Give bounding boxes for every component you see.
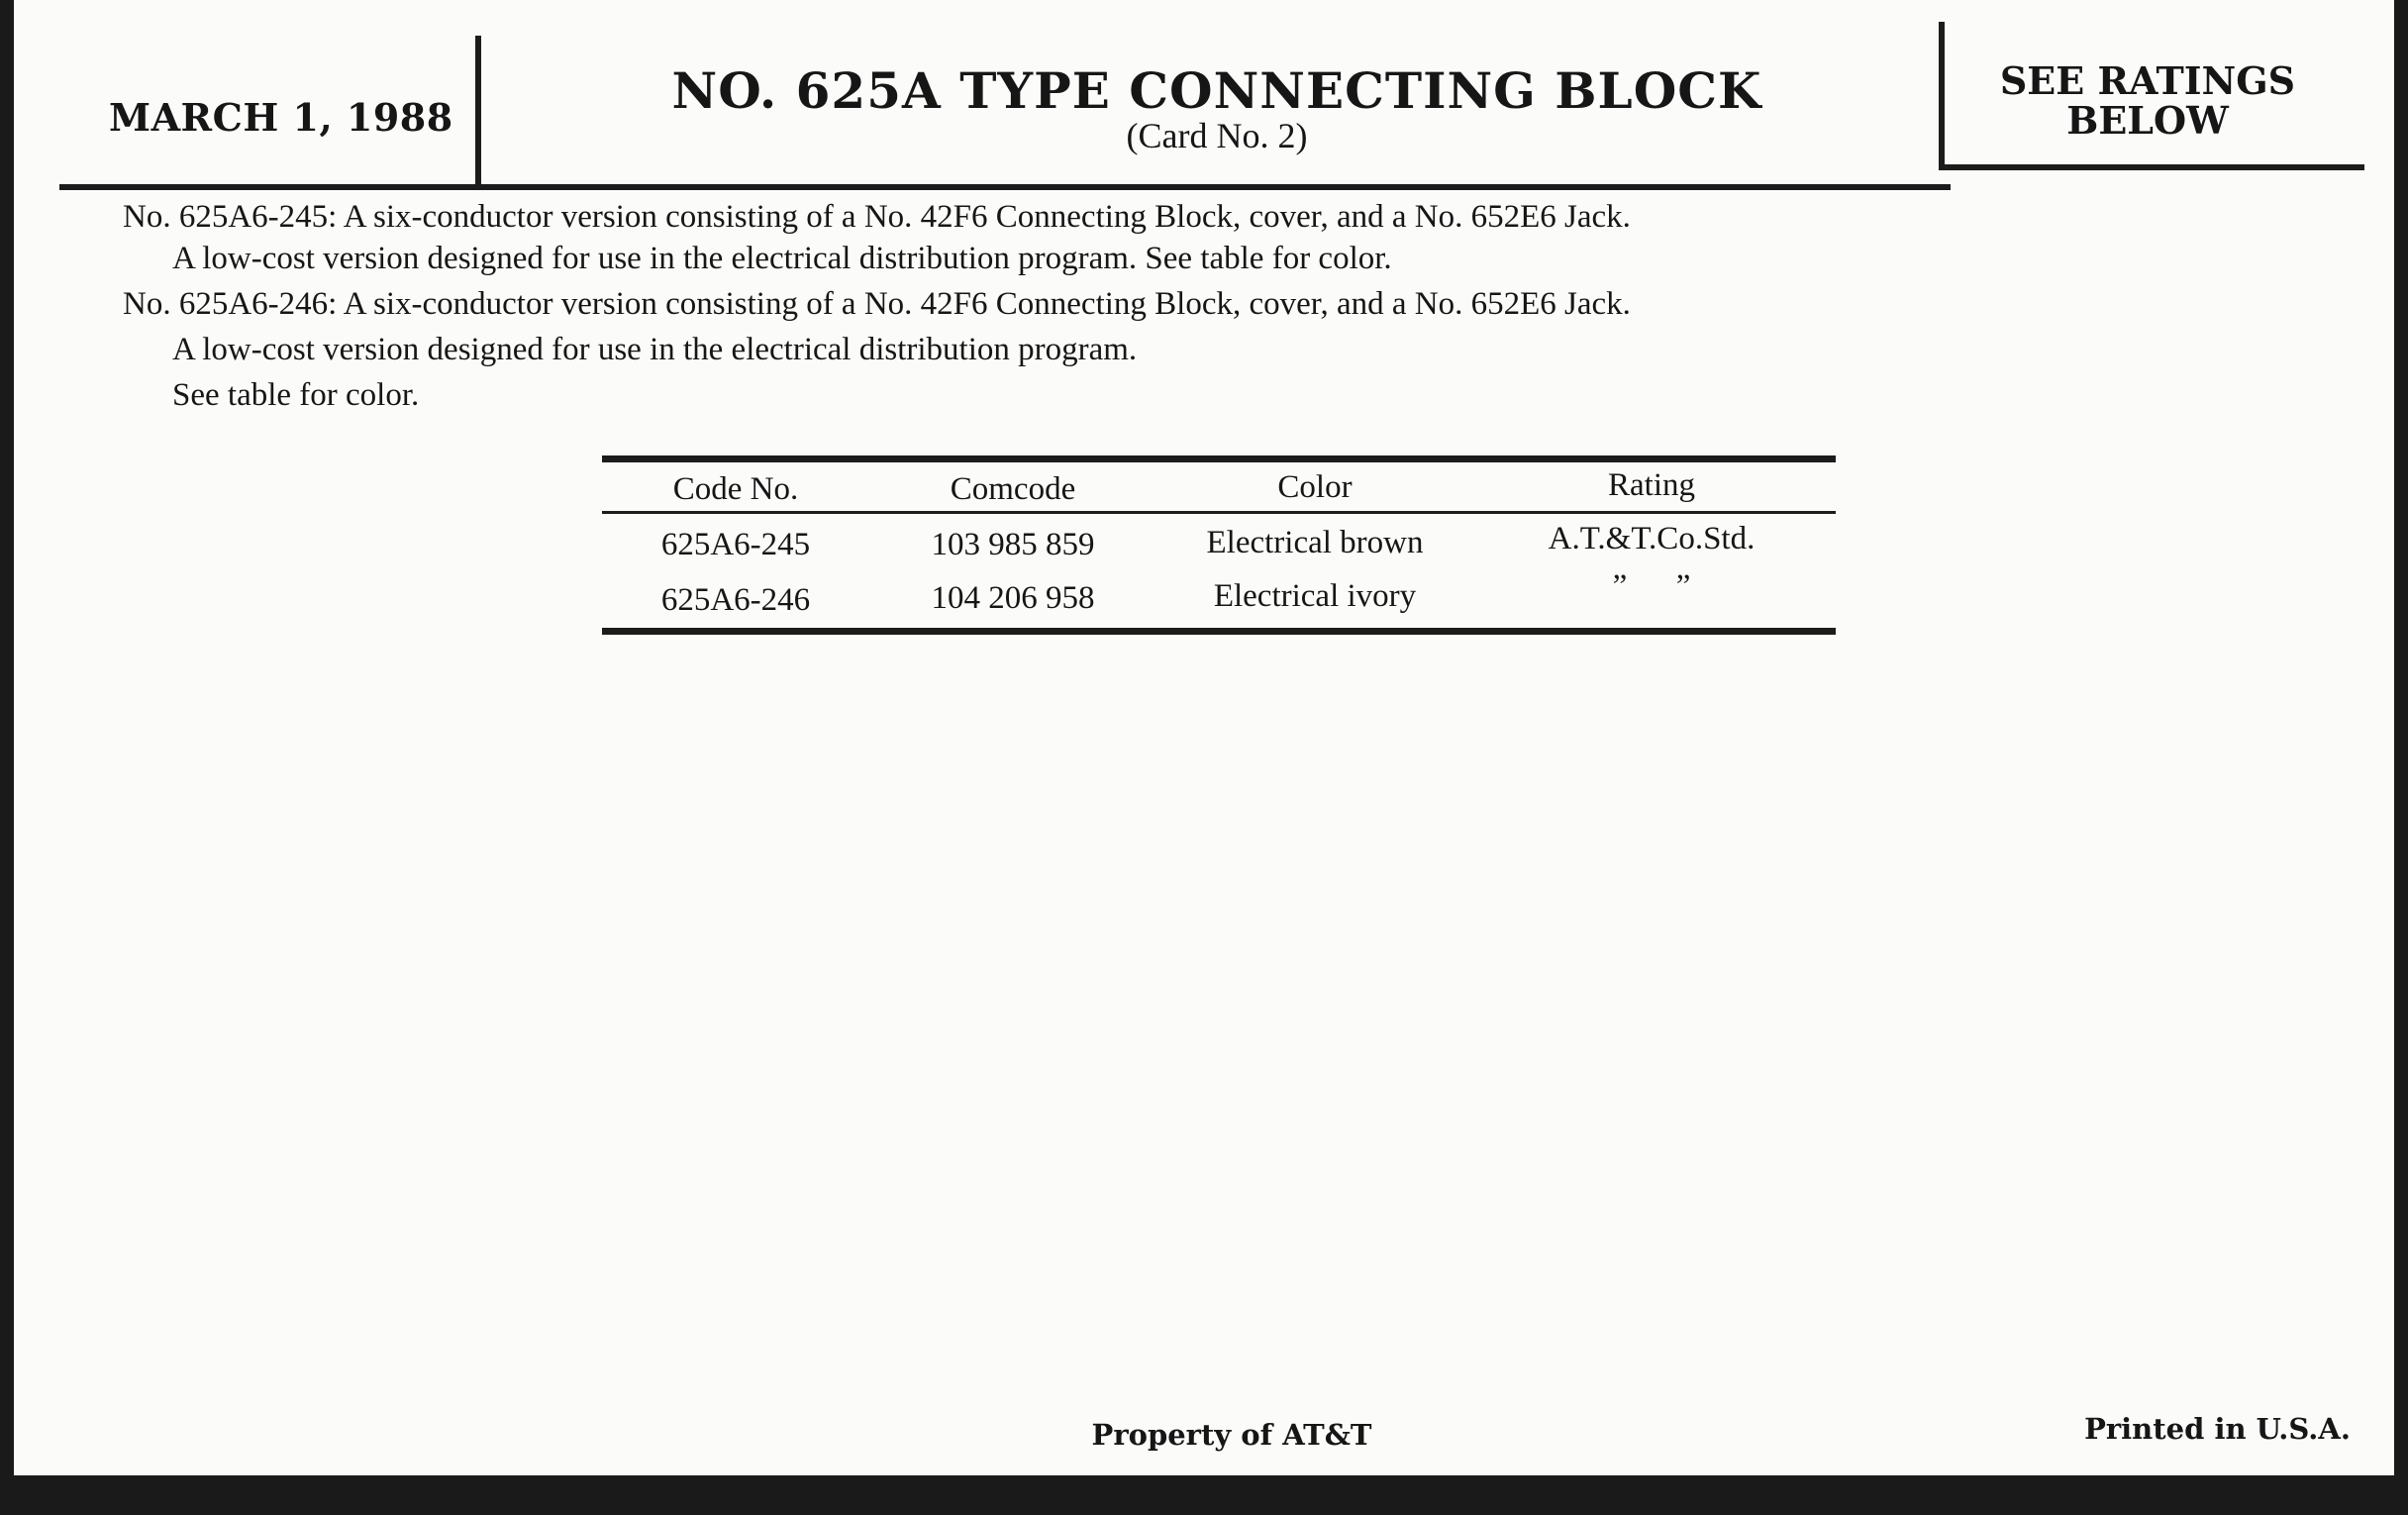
table-cell-code-row1: 625A6-245 [660, 527, 811, 562]
table-header-code: Code No. [672, 471, 799, 507]
table-cell-comcode-row1: 103 985 859 [931, 527, 1095, 562]
header-divider-left [475, 36, 481, 184]
table-cell-comcode-row2: 104 206 958 [931, 580, 1095, 616]
footer-property: Property of AT&T [1091, 1418, 1372, 1452]
table-cell-rating-row2: ” ” [1612, 568, 1691, 604]
paragraph-245-line2: A low-cost version designed for use in the electrical distribution program. See table for color. [172, 241, 1392, 276]
table-header-color: Color [1277, 469, 1353, 505]
card-title: NO. 625A TYPE CONNECTING BLOCK [671, 61, 1762, 120]
table-header-comcode: Comcode [950, 471, 1076, 507]
paragraph-246-line3: See table for color. [172, 377, 420, 413]
ratings-note [1955, 58, 2341, 143]
footer-printed: Printed in U.S.A. [2084, 1412, 2351, 1446]
table-cell-code-row2: 625A6-246 [660, 582, 811, 618]
paragraph-246-line1: No. 625A6-246: A six-conductor version consisting of a No. 42F6 Connecting Block, cover, and a No. 652E6 Jack. [123, 286, 1631, 322]
card-subtitle: (Card No. 2) [1126, 116, 1308, 155]
header-bottom-rule [59, 184, 1951, 190]
ratings-note-line2: BELOW [2066, 98, 2229, 143]
table-cell-rating-row1: A.T.&T.Co.Std. [1548, 521, 1756, 556]
table-cell-color-row1: Electrical brown [1206, 525, 1424, 560]
paragraph-246-line2: A low-cost version designed for use in the electrical distribution program. [172, 332, 1138, 367]
table-cell-color-row2: Electrical ivory [1213, 578, 1417, 614]
paragraph-245-line1: No. 625A6-245: A six-conductor version consisting of a No. 42F6 Connecting Block, cover, and a No. 652E6 Jack. [123, 199, 1631, 235]
table-top-rule [602, 455, 1836, 462]
header-bottom-rule-right [1939, 164, 2364, 170]
ratings-note-line1: SEE RATINGS [1999, 58, 2296, 103]
table-header-rating: Rating [1608, 467, 1695, 503]
card-date: MARCH 1, 1988 [109, 95, 453, 140]
table-header-rule [602, 511, 1836, 514]
table-bottom-rule [602, 628, 1836, 635]
